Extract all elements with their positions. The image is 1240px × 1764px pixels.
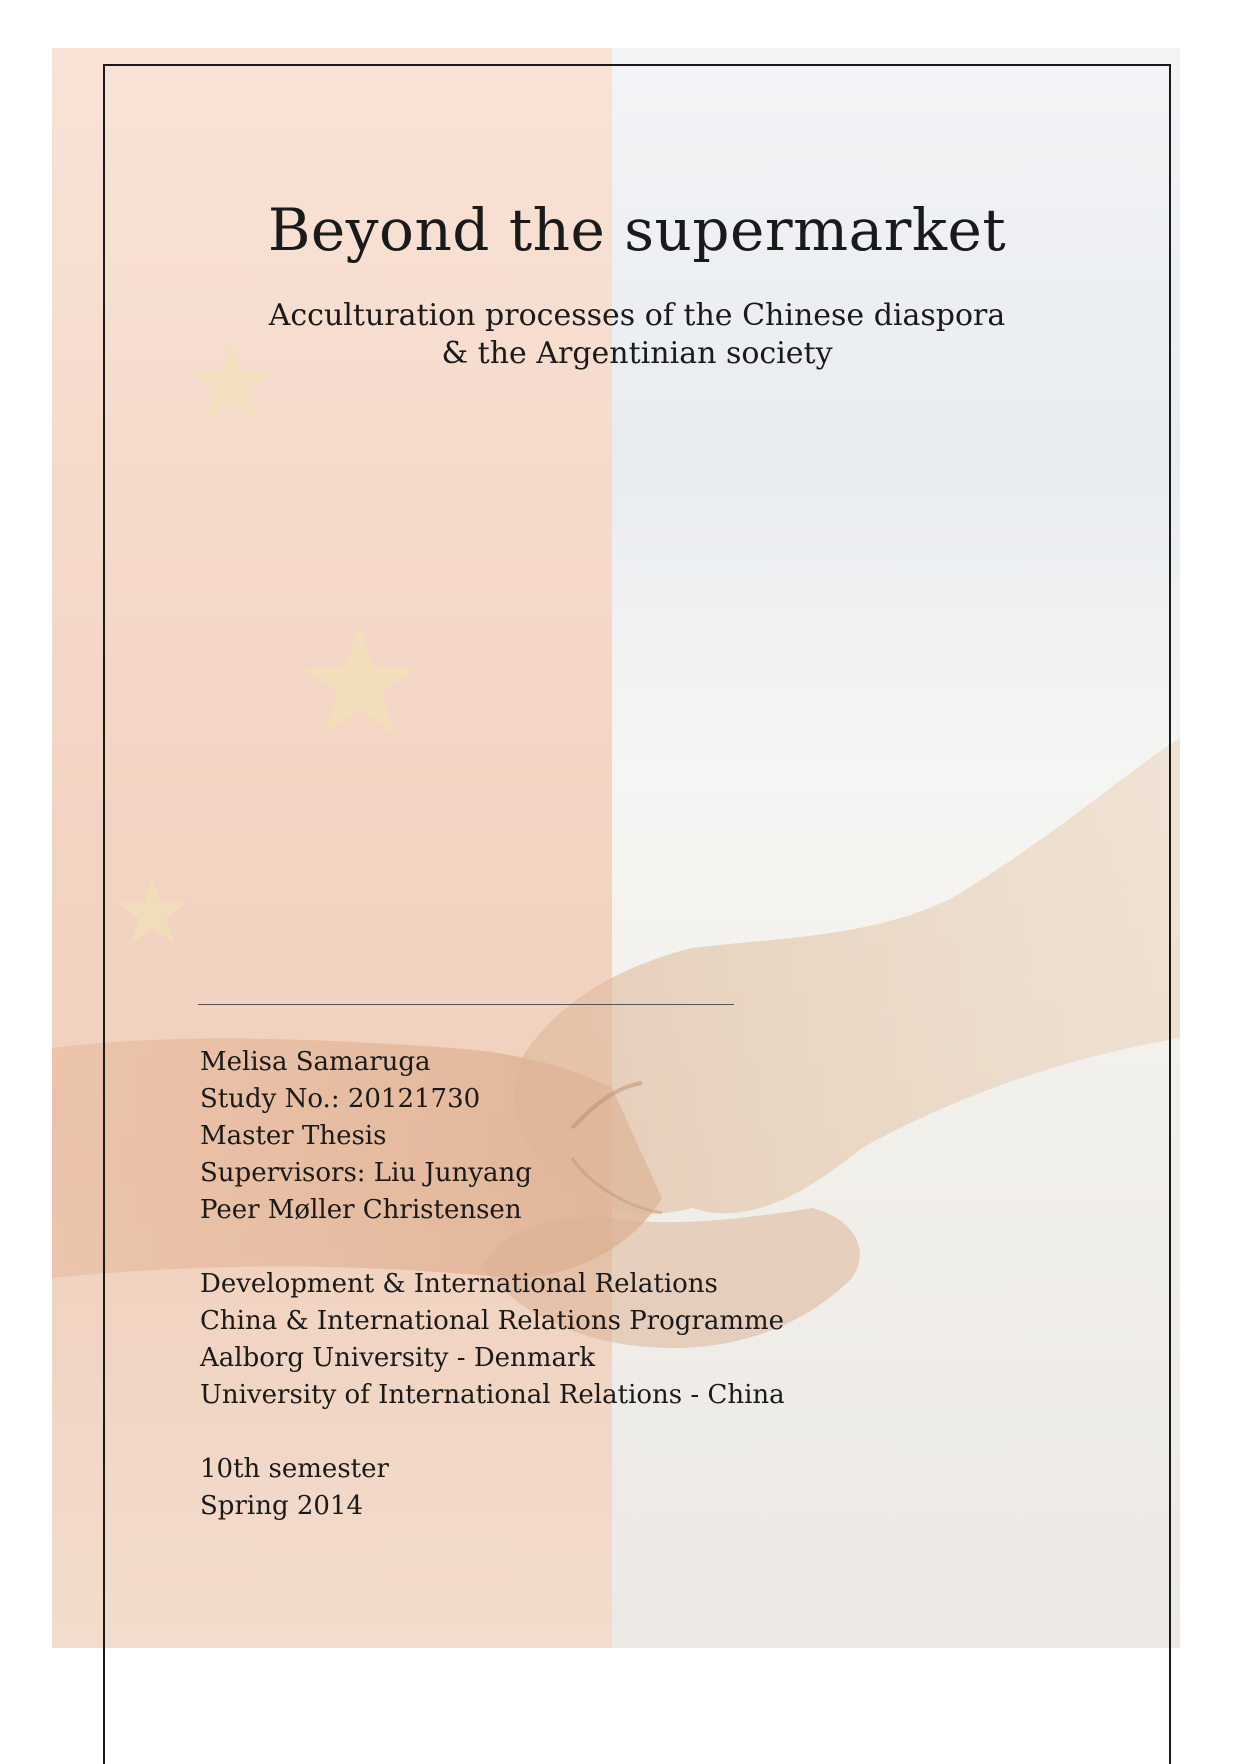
star-icon: ★: [112, 860, 193, 965]
university-denmark: Aalborg University - Denmark: [200, 1343, 596, 1373]
author-name: Melisa Samaruga: [200, 1047, 431, 1077]
supervisor-second: Peer Møller Christensen: [200, 1195, 522, 1225]
document-title: Beyond the supermarket: [267, 196, 1007, 264]
document-subtitle: [103, 297, 1171, 373]
star-icon: ★: [292, 596, 427, 770]
department: Development & International Relations: [200, 1269, 718, 1299]
supervisors: Supervisors: Liu Junyang: [200, 1158, 532, 1188]
term-date: Spring 2014: [200, 1491, 364, 1521]
subtitle-line: Acculturation processes of the Chinese diaspora: [268, 298, 1006, 333]
star-icon: ★: [182, 319, 281, 447]
subtitle-line: & the Argentinian society: [441, 336, 833, 371]
semester: 10th semester: [200, 1454, 389, 1484]
author-info: [200, 1044, 785, 1525]
study-number: Study No.: 20121730: [200, 1084, 481, 1114]
programme: China & International Relations Programme: [200, 1306, 785, 1336]
divider: [198, 1004, 734, 1005]
university-china: University of International Relations - China: [200, 1380, 785, 1410]
thesis-type: Master Thesis: [200, 1121, 387, 1151]
